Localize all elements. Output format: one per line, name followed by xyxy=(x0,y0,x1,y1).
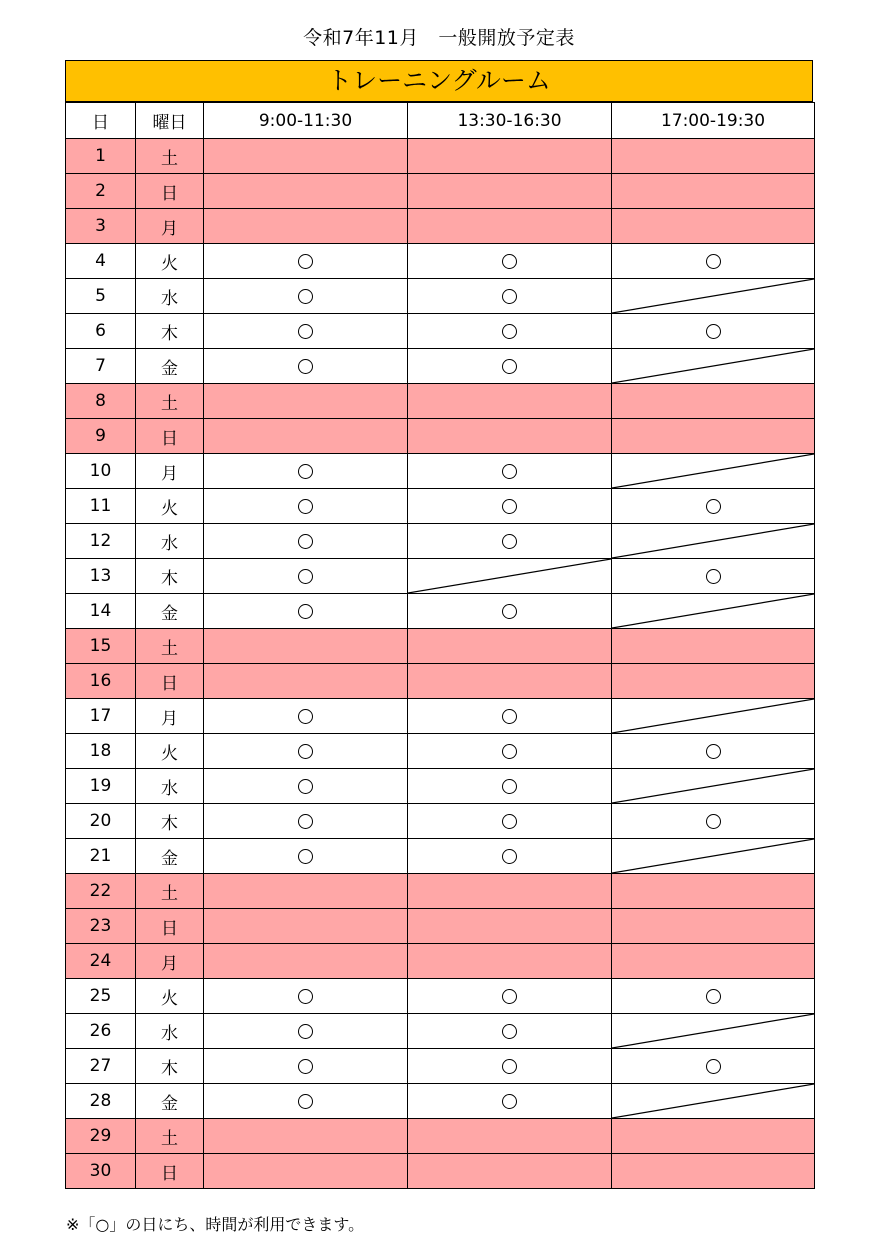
slot-closed-cell xyxy=(204,874,408,909)
slot-closed-cell xyxy=(408,629,612,664)
slot-available-cell xyxy=(408,524,612,559)
slot-closed-cell xyxy=(204,1154,408,1189)
slot-available-cell xyxy=(408,594,612,629)
slot-available-cell xyxy=(612,734,815,769)
day-cell: 24 xyxy=(66,944,136,979)
weekday-cell: 水 xyxy=(136,524,204,559)
available-circle-icon xyxy=(502,1059,517,1074)
slot-closed-cell xyxy=(204,139,408,174)
slot-available-cell xyxy=(204,839,408,874)
schedule-table xyxy=(65,102,815,1189)
weekday-cell: 水 xyxy=(136,1014,204,1049)
weekday-cell: 金 xyxy=(136,839,204,874)
table-row xyxy=(66,454,815,489)
day-cell: 3 xyxy=(66,209,136,244)
weekday-cell: 木 xyxy=(136,804,204,839)
slot-closed-cell xyxy=(612,419,815,454)
available-circle-icon xyxy=(706,744,721,759)
slot-unavailable-cell xyxy=(612,839,815,874)
slot-available-cell xyxy=(204,244,408,279)
weekday-cell: 月 xyxy=(136,454,204,489)
available-circle-icon xyxy=(502,779,517,794)
slot-closed-cell xyxy=(204,419,408,454)
slot-closed-cell xyxy=(612,1119,815,1154)
table-row xyxy=(66,314,815,349)
slot-unavailable-cell xyxy=(612,279,815,314)
unavailable-slash-icon xyxy=(612,769,814,803)
weekday-cell: 土 xyxy=(136,629,204,664)
slot-available-cell xyxy=(408,489,612,524)
table-row xyxy=(66,1154,815,1189)
weekday-cell: 火 xyxy=(136,244,204,279)
slot-closed-cell xyxy=(612,874,815,909)
day-cell: 2 xyxy=(66,174,136,209)
day-cell: 25 xyxy=(66,979,136,1014)
weekday-cell: 月 xyxy=(136,699,204,734)
day-cell: 29 xyxy=(66,1119,136,1154)
slot-available-cell xyxy=(204,1014,408,1049)
header-slot-2: 13:30-16:30 xyxy=(408,103,612,139)
unavailable-slash-icon xyxy=(612,349,814,383)
day-cell: 21 xyxy=(66,839,136,874)
available-circle-icon xyxy=(298,464,313,479)
table-row xyxy=(66,979,815,1014)
slot-closed-cell xyxy=(204,909,408,944)
unavailable-slash-icon xyxy=(612,839,814,873)
header-weekday: 曜日 xyxy=(136,103,204,139)
weekday-cell: 火 xyxy=(136,979,204,1014)
available-circle-icon xyxy=(502,989,517,1004)
slot-available-cell xyxy=(204,734,408,769)
slot-available-cell xyxy=(408,839,612,874)
day-cell: 7 xyxy=(66,349,136,384)
table-row xyxy=(66,1119,815,1154)
slot-closed-cell xyxy=(408,209,612,244)
day-cell: 10 xyxy=(66,454,136,489)
slot-available-cell xyxy=(204,769,408,804)
available-circle-icon xyxy=(706,1059,721,1074)
available-circle-icon xyxy=(298,1024,313,1039)
available-circle-icon xyxy=(502,744,517,759)
available-circle-icon xyxy=(502,464,517,479)
slot-unavailable-cell xyxy=(612,1084,815,1119)
day-cell: 19 xyxy=(66,769,136,804)
slot-closed-cell xyxy=(612,1154,815,1189)
available-circle-icon xyxy=(298,604,313,619)
slot-closed-cell xyxy=(408,419,612,454)
weekday-cell: 火 xyxy=(136,489,204,524)
table-row xyxy=(66,174,815,209)
slot-closed-cell xyxy=(204,174,408,209)
table-row xyxy=(66,279,815,314)
table-row xyxy=(66,559,815,594)
header-row xyxy=(66,103,815,139)
slot-unavailable-cell xyxy=(612,454,815,489)
slot-available-cell xyxy=(612,489,815,524)
day-cell: 1 xyxy=(66,139,136,174)
available-circle-icon xyxy=(298,1059,313,1074)
slot-unavailable-cell xyxy=(612,699,815,734)
available-circle-icon xyxy=(706,499,721,514)
slot-closed-cell xyxy=(408,1119,612,1154)
table-row xyxy=(66,804,815,839)
slot-closed-cell xyxy=(612,664,815,699)
table-row xyxy=(66,139,815,174)
page-title: 令和7年11月 一般開放予定表 xyxy=(303,27,575,49)
table-row xyxy=(66,1049,815,1084)
unavailable-slash-icon xyxy=(612,1014,814,1048)
available-circle-icon xyxy=(298,814,313,829)
weekday-cell: 木 xyxy=(136,1049,204,1084)
slot-available-cell xyxy=(204,594,408,629)
weekday-cell: 木 xyxy=(136,314,204,349)
header-slot-3: 17:00-19:30 xyxy=(612,103,815,139)
table-row xyxy=(66,944,815,979)
slot-available-cell xyxy=(612,559,815,594)
day-cell: 16 xyxy=(66,664,136,699)
slot-closed-cell xyxy=(204,629,408,664)
day-cell: 6 xyxy=(66,314,136,349)
slot-available-cell xyxy=(612,804,815,839)
day-cell: 27 xyxy=(66,1049,136,1084)
slot-available-cell xyxy=(204,524,408,559)
weekday-cell: 日 xyxy=(136,1154,204,1189)
slot-available-cell xyxy=(408,1049,612,1084)
slot-available-cell xyxy=(408,1084,612,1119)
slot-available-cell xyxy=(408,979,612,1014)
table-row xyxy=(66,349,815,384)
slot-closed-cell xyxy=(612,384,815,419)
slot-unavailable-cell xyxy=(408,559,612,594)
slot-available-cell xyxy=(408,349,612,384)
available-circle-icon xyxy=(502,709,517,724)
slot-available-cell xyxy=(612,979,815,1014)
slot-closed-cell xyxy=(204,664,408,699)
slot-closed-cell xyxy=(612,944,815,979)
day-cell: 20 xyxy=(66,804,136,839)
slot-closed-cell xyxy=(408,664,612,699)
weekday-cell: 木 xyxy=(136,559,204,594)
available-circle-icon xyxy=(502,604,517,619)
day-cell: 14 xyxy=(66,594,136,629)
slot-closed-cell xyxy=(204,1119,408,1154)
slot-available-cell xyxy=(204,559,408,594)
day-cell: 12 xyxy=(66,524,136,559)
slot-available-cell xyxy=(204,1084,408,1119)
available-circle-icon xyxy=(502,324,517,339)
weekday-cell: 土 xyxy=(136,384,204,419)
slot-available-cell xyxy=(204,489,408,524)
available-circle-icon xyxy=(298,989,313,1004)
day-cell: 26 xyxy=(66,1014,136,1049)
day-cell: 9 xyxy=(66,419,136,454)
day-cell: 8 xyxy=(66,384,136,419)
slot-available-cell xyxy=(408,454,612,489)
weekday-cell: 土 xyxy=(136,874,204,909)
table-row xyxy=(66,874,815,909)
slot-available-cell xyxy=(408,769,612,804)
table-row xyxy=(66,664,815,699)
day-cell: 30 xyxy=(66,1154,136,1189)
available-circle-icon xyxy=(298,709,313,724)
available-circle-icon xyxy=(298,289,313,304)
slot-closed-cell xyxy=(408,944,612,979)
available-circle-icon xyxy=(298,569,313,584)
available-circle-icon xyxy=(298,254,313,269)
slot-closed-cell xyxy=(408,874,612,909)
unavailable-slash-icon xyxy=(612,594,814,628)
table-row xyxy=(66,629,815,664)
slot-closed-cell xyxy=(408,384,612,419)
available-circle-icon xyxy=(706,324,721,339)
slot-unavailable-cell xyxy=(612,1014,815,1049)
day-cell: 15 xyxy=(66,629,136,664)
slot-closed-cell xyxy=(612,909,815,944)
available-circle-icon xyxy=(502,1024,517,1039)
day-cell: 22 xyxy=(66,874,136,909)
table-row xyxy=(66,384,815,419)
unavailable-slash-icon xyxy=(408,559,611,593)
available-circle-icon xyxy=(706,569,721,584)
unavailable-slash-icon xyxy=(612,699,814,733)
slot-available-cell xyxy=(612,314,815,349)
footnote: ※「○」の日にち、時間が利用できます。 xyxy=(66,1215,365,1234)
day-cell: 28 xyxy=(66,1084,136,1119)
weekday-cell: 月 xyxy=(136,944,204,979)
weekday-cell: 日 xyxy=(136,664,204,699)
weekday-cell: 土 xyxy=(136,139,204,174)
slot-closed-cell xyxy=(204,384,408,419)
slot-available-cell xyxy=(408,279,612,314)
available-circle-icon xyxy=(502,814,517,829)
table-row xyxy=(66,1084,815,1119)
slot-available-cell xyxy=(408,244,612,279)
available-circle-icon xyxy=(502,849,517,864)
available-circle-icon xyxy=(298,744,313,759)
weekday-cell: 水 xyxy=(136,279,204,314)
slot-available-cell xyxy=(204,314,408,349)
slot-closed-cell xyxy=(612,174,815,209)
available-circle-icon xyxy=(502,289,517,304)
table-row xyxy=(66,244,815,279)
table-row xyxy=(66,769,815,804)
day-cell: 23 xyxy=(66,909,136,944)
day-cell: 4 xyxy=(66,244,136,279)
slot-available-cell xyxy=(204,699,408,734)
slot-available-cell xyxy=(204,1049,408,1084)
table-row xyxy=(66,594,815,629)
header-day: 日 xyxy=(66,103,136,139)
slot-closed-cell xyxy=(408,1154,612,1189)
available-circle-icon xyxy=(298,779,313,794)
slot-unavailable-cell xyxy=(612,524,815,559)
slot-available-cell xyxy=(204,804,408,839)
weekday-cell: 日 xyxy=(136,909,204,944)
slot-unavailable-cell xyxy=(612,594,815,629)
available-circle-icon xyxy=(298,324,313,339)
slot-available-cell xyxy=(408,1014,612,1049)
weekday-cell: 火 xyxy=(136,734,204,769)
available-circle-icon xyxy=(502,359,517,374)
day-cell: 18 xyxy=(66,734,136,769)
table-row xyxy=(66,419,815,454)
available-circle-icon xyxy=(706,989,721,1004)
table-row xyxy=(66,209,815,244)
available-circle-icon xyxy=(502,499,517,514)
slot-unavailable-cell xyxy=(612,349,815,384)
slot-available-cell xyxy=(204,454,408,489)
slot-closed-cell xyxy=(612,209,815,244)
slot-available-cell xyxy=(408,699,612,734)
slot-available-cell xyxy=(612,1049,815,1084)
available-circle-icon xyxy=(706,814,721,829)
day-cell: 5 xyxy=(66,279,136,314)
available-circle-icon xyxy=(298,359,313,374)
unavailable-slash-icon xyxy=(612,454,814,488)
table-row xyxy=(66,524,815,559)
table-row xyxy=(66,909,815,944)
header-slot-1: 9:00-11:30 xyxy=(204,103,408,139)
slot-available-cell xyxy=(408,804,612,839)
table-row xyxy=(66,839,815,874)
weekday-cell: 水 xyxy=(136,769,204,804)
slot-closed-cell xyxy=(612,139,815,174)
available-circle-icon xyxy=(298,534,313,549)
available-circle-icon xyxy=(706,254,721,269)
slot-available-cell xyxy=(408,734,612,769)
table-row xyxy=(66,489,815,524)
table-row xyxy=(66,699,815,734)
available-circle-icon xyxy=(502,534,517,549)
available-circle-icon xyxy=(298,1094,313,1109)
slot-closed-cell xyxy=(408,139,612,174)
slot-closed-cell xyxy=(408,909,612,944)
unavailable-slash-icon xyxy=(612,1084,814,1118)
slot-available-cell xyxy=(612,244,815,279)
day-cell: 17 xyxy=(66,699,136,734)
weekday-cell: 土 xyxy=(136,1119,204,1154)
available-circle-icon xyxy=(298,499,313,514)
table-row xyxy=(66,734,815,769)
available-circle-icon xyxy=(502,1094,517,1109)
table-row xyxy=(66,1014,815,1049)
unavailable-slash-icon xyxy=(612,524,814,558)
slot-available-cell xyxy=(204,349,408,384)
slot-closed-cell xyxy=(612,629,815,664)
facility-banner: トレーニングルーム xyxy=(65,60,813,102)
weekday-cell: 日 xyxy=(136,419,204,454)
slot-closed-cell xyxy=(204,944,408,979)
slot-available-cell xyxy=(204,279,408,314)
slot-unavailable-cell xyxy=(612,769,815,804)
available-circle-icon xyxy=(502,254,517,269)
available-circle-icon xyxy=(298,849,313,864)
day-cell: 13 xyxy=(66,559,136,594)
slot-closed-cell xyxy=(204,209,408,244)
weekday-cell: 金 xyxy=(136,594,204,629)
day-cell: 11 xyxy=(66,489,136,524)
weekday-cell: 月 xyxy=(136,209,204,244)
unavailable-slash-icon xyxy=(612,279,814,313)
weekday-cell: 金 xyxy=(136,349,204,384)
weekday-cell: 日 xyxy=(136,174,204,209)
slot-available-cell xyxy=(204,979,408,1014)
slot-available-cell xyxy=(408,314,612,349)
weekday-cell: 金 xyxy=(136,1084,204,1119)
slot-closed-cell xyxy=(408,174,612,209)
